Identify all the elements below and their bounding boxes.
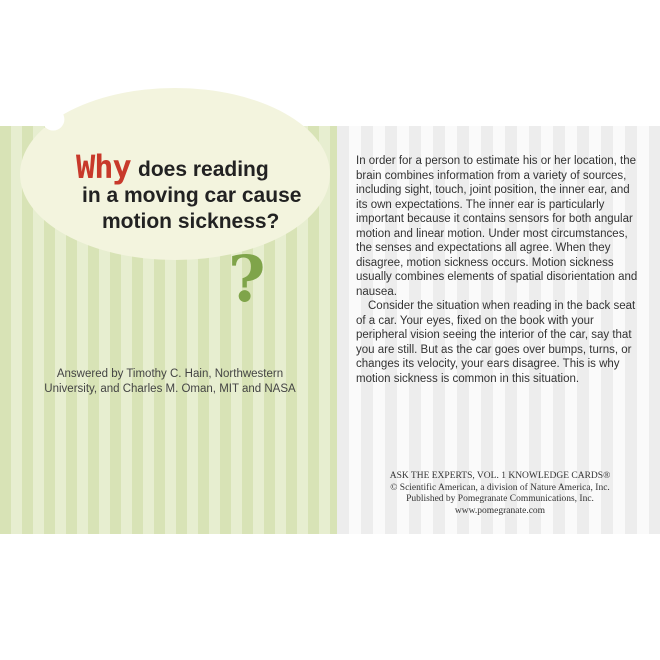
answered-by <box>20 367 320 397</box>
answer-paragraph-2: Consider the situation when reading in the back seat of a car. Your eyes, fixed on the book with your peripheral vision seeing the interior of the car, say that you are still. But as the car goes over bumps, turns, or changes its velocity, your ears disagree. This is why motion sickness is common in this situation. <box>356 300 636 385</box>
credits-line-1: ASK THE EXPERTS, VOL. 1 KNOWLEDGE CARDS® <box>389 471 611 481</box>
question-mark-small-icon: ? <box>228 242 266 317</box>
question-line-3: motion sickness? <box>102 210 280 233</box>
credits-line-3: Published by Pomegranate Communications, Inc. <box>406 494 594 504</box>
credits <box>356 471 644 517</box>
credits-line-2: © Scientific American, a division of Nature America, Inc. <box>390 482 610 493</box>
question-line-2: in a moving car cause <box>82 184 302 207</box>
answer-text <box>356 154 644 386</box>
why-word: Why <box>76 148 131 186</box>
answer-paragraph-1: In order for a person to estimate his or her location, the brain combines information from a variety of sources, including sight, touch, joint position, the inner ear, and its own expectations. The inner ear is particularly important because it contains sensors for both angular motion and linear motion. Under most circumstances, the senses and expectations all agree. When they disagree, motion sickness occurs. Motion sickness usually combines elements of spatial disorientation and nausea. <box>356 155 638 298</box>
answered-by-line-1: Answered by Timothy C. Hain, Northwestern <box>56 368 284 380</box>
answered-by-line-2: University, and Charles M. Oman, MIT and NASA <box>44 383 296 395</box>
credits-website: www.pomegranate.com <box>454 505 546 516</box>
question-line-1: does reading <box>138 158 269 181</box>
question-mark-large-icon: ? <box>22 17 93 158</box>
